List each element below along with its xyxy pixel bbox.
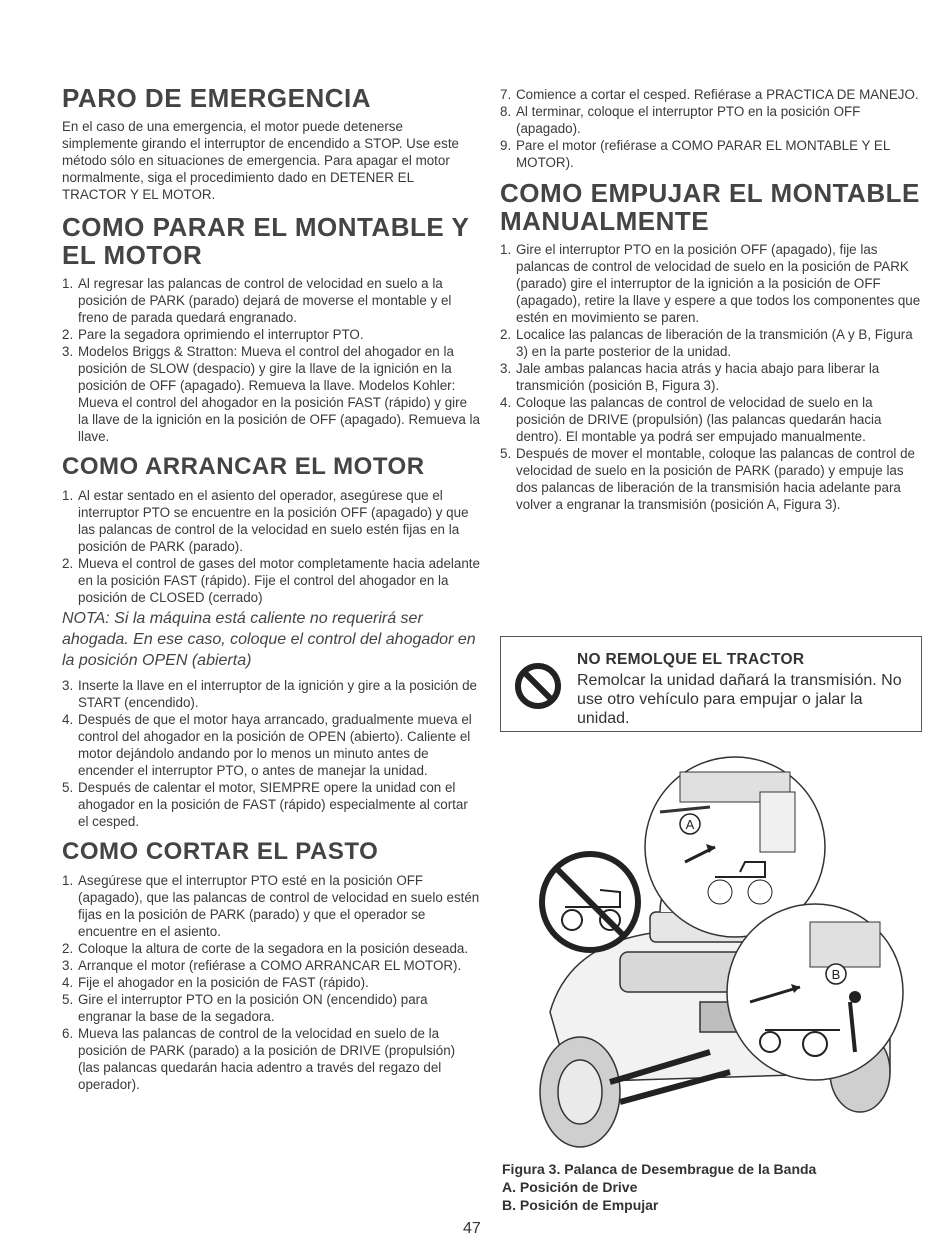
list-item: 1. Asegúrese que el interruptor PTO esté en la posición OFF (apagado), que las palancas de control de velocidad en suelo estén fijas en la posición de PARK (parado) y que el operador se encuentre en el asiento. <box>62 873 480 939</box>
caption-item-a: A. Posición de Drive <box>502 1179 638 1195</box>
heading-como-parar: COMO PARAR EL MONTABLE Y EL MOTOR <box>62 212 469 270</box>
warning-text: Remolcar la unidad dañará la transmisión. No use otro vehículo para empujar o jalar la unidad. <box>577 672 902 727</box>
list-item: 3. Arranque el motor (refiérase a COMO ARRANCAR EL MOTOR). <box>62 958 462 973</box>
list-item: 5. Después de calentar el motor, SIEMPRE opere la unidad con el ahogador en la posición de FAST (rápido) especialmente al cortar el cesped. <box>62 780 468 829</box>
list-como-cortar-continued <box>500 86 922 171</box>
label-a: A <box>685 817 695 832</box>
list-item: 2. Coloque la altura de corte de la segadora en la posición deseada. <box>62 941 469 956</box>
list-item: 3. Inserte la llave en el interruptor de la ignición y gire a la posición de START (encendido). <box>62 678 477 710</box>
list-item: 5. Gire el interruptor PTO en la posición ON (encendido) para engranar la base de la segadora. <box>62 992 428 1024</box>
detail-circle-b <box>727 904 903 1080</box>
list-item: 3. Modelos Briggs & Stratton: Mueva el control del ahogador en la posición de SLOW (despacio) y gire la llave de la ignición en la posición de OFF (apagado). Remueva la llave. Modelos Kohler: Mueva el control del ahogador en la posición FAST (rápido) y gire la llave de la ignición en la posición de OFF (apagado). Remueva la llave. <box>62 344 480 444</box>
list-item: 6. Mueva las palancas de control de la velocidad en suelo de la posición de PARK (parado) a la posición de DRIVE (propulsión) (las palancas quedarán hacia adentro a través del regazo del operador). <box>62 1026 456 1092</box>
warning-title: NO REMOLQUE EL TRACTOR <box>577 651 805 668</box>
list-como-empujar <box>500 241 922 513</box>
label-b: B <box>831 967 841 982</box>
heading-como-arrancar: COMO ARRANCAR EL MOTOR <box>62 453 425 480</box>
list-item: 3. Jale ambas palancas hacia atrás y hacia abajo para liberar la transmición (posición B, Figura 3). <box>500 361 880 393</box>
figure-3-illustration <box>510 752 920 1152</box>
list-item: 5. Después de mover el montable, coloque las palancas de control de velocidad de suelo en la posición de PARK (parado) y empuje las dos palancas de liberación de la transmisión hacia adelante para volver a engranar la transmisión (posición A, Figura 3). <box>500 446 915 512</box>
list-item: 2. Localice las palancas de liberación de la transmición (A y B, Figura 3) en la parte posterior de la unidad. <box>500 327 913 359</box>
heading-como-cortar: COMO CORTAR EL PASTO <box>62 838 379 865</box>
figure-caption <box>502 1160 922 1214</box>
right-column <box>500 86 922 521</box>
note-ahogador: NOTA: Si la máquina está caliente no requerirá ser ahogada. En ese caso, coloque el control del ahogador en la posición OPEN (abierta) <box>62 610 476 669</box>
caption-item-b: B. Posición de Empujar <box>502 1197 659 1213</box>
list-item: 1. Gire el interruptor PTO en la posición OFF (apagado), fije las palancas de control de velocidad de suelo en la posición de PARK (parado) gire el interruptor de la ignición a la posición de OFF (apagado), retire la llave y espere a que todos los componentes que estén en movimiento se paren. <box>500 242 921 325</box>
warning-box <box>500 636 922 732</box>
list-item: 4. Después de que el motor haya arrancado, gradualmente mueva el control del ahogador en la posición de OPEN (abierto). Caliente el motor dejándolo andando por lo menos un minuto antes de encender el interruptor PTO, o antes de manejar la unidad. <box>62 712 472 778</box>
list-item: 1. Al estar sentado en el asiento del operador, asegúrese que el interruptor PTO se encuentre en la posición OFF (apagado) y que las palancas de control de la velocidad en suelo estén fijas en la posición de PARK (parado). <box>62 488 469 554</box>
list-item: 4. Fije el ahogador en la posición de FAST (rápido). <box>62 975 369 990</box>
caption-title: Figura 3. Palanca de Desembrague de la Banda <box>502 1161 817 1177</box>
list-item: 7. Comience a cortar el cesped. Refiérase a PRACTICA DE MANEJO. <box>500 87 919 102</box>
list-item: 1. Al regresar las palancas de control de velocidad en suelo a la posición de PARK (parado) dejará de moverse el montable y el freno de parada quedará engranado. <box>62 276 452 325</box>
left-column <box>62 84 480 1101</box>
no-riding-icon <box>542 854 638 950</box>
list-item: 9. Pare el motor (refiérase a COMO PARAR EL MONTABLE Y EL MOTOR). <box>500 138 890 170</box>
list-como-parar <box>62 275 480 445</box>
list-como-arrancar-a <box>62 487 480 606</box>
list-item: 4. Coloque las palancas de control de velocidad de suelo en la posición de DRIVE (propulsión) (las palancas quedarán hacia dentro). El montable ya podrá ser empujado manualmente. <box>500 395 882 444</box>
heading-paro-emergencia: PARO DE EMERGENCIA <box>62 83 371 113</box>
paragraph-paro-emergencia: En el caso de una emergencia, el motor puede detenerse simplemente girando el interruptor de encendido a STOP. Use este método sólo en situaciones de emergencia. Para apagar el motor normalmente, siga el procedimiento dado en DETENER EL TRACTOR Y EL MOTOR. <box>62 119 459 202</box>
list-como-cortar <box>62 872 480 1093</box>
prohibited-icon <box>513 661 563 711</box>
list-item: 2. Mueva el control de gases del motor completamente hacia adelante en la posición FAST (rápido). Fije el control del ahogador en la posición de CLOSED (cerrado) <box>62 556 480 605</box>
page-number: 47 <box>463 1220 481 1237</box>
heading-como-empujar: COMO EMPUJAR EL MONTABLE MANUALMENTE <box>500 178 920 236</box>
list-como-arrancar-b <box>62 677 480 830</box>
list-item: 8. Al terminar, coloque el interruptor PTO en la posición OFF (apagado). <box>500 104 861 136</box>
list-item: 2. Pare la segadora oprimiendo el interruptor PTO. <box>62 327 364 342</box>
